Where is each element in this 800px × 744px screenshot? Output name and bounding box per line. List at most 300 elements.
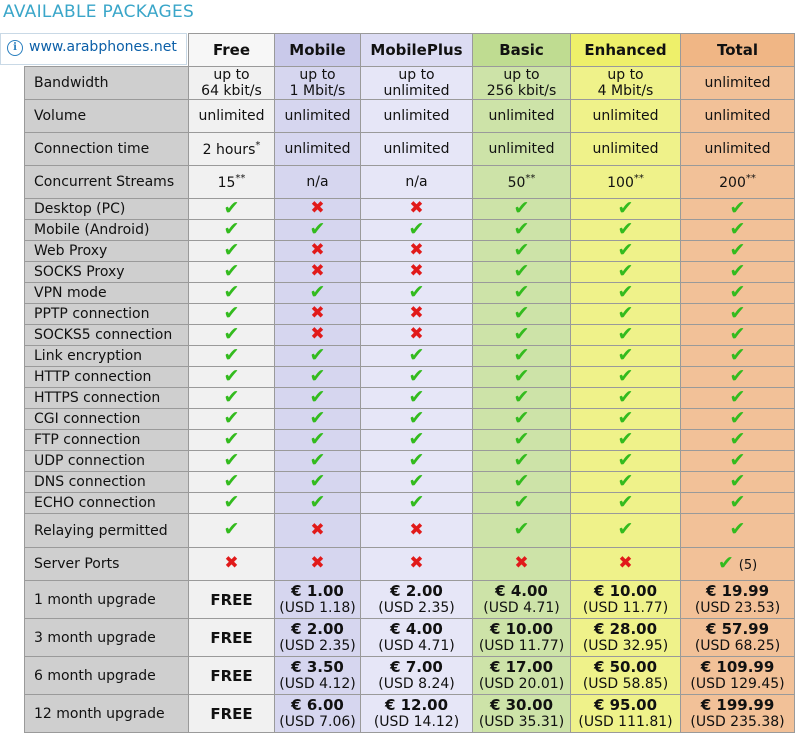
check-icon: ✔ [408, 471, 425, 492]
check-icon: ✔ [309, 387, 326, 408]
check-icon: ✔ [729, 219, 746, 240]
feature-cell-mobile [275, 514, 361, 548]
package-header-mobileplus: MobilePlus [361, 34, 473, 67]
feature-label: ECHO connection [25, 493, 189, 514]
cell-line-1: up to [607, 67, 644, 83]
check-icon: ✔ [408, 450, 425, 471]
spec-cell-total [681, 67, 795, 100]
cross-icon: ✖ [409, 240, 424, 260]
spec-cell-mobileplus [361, 100, 473, 133]
feature-cell-enhanced [571, 304, 681, 325]
cell-value: unlimited [704, 108, 771, 124]
price-usd: (USD 8.24) [378, 675, 455, 692]
package-header-enhanced: Enhanced [571, 34, 681, 67]
feature-label: Mobile (Android) [25, 220, 189, 241]
spec-cell-free [189, 133, 275, 166]
price-label: 3 month upgrade [25, 619, 189, 657]
check-icon: ✔ [617, 303, 634, 324]
feature-cell-mobileplus [361, 472, 473, 493]
feature-cell-basic [473, 199, 571, 220]
feature-label: SOCKS Proxy [25, 262, 189, 283]
packages-table-body [25, 67, 795, 733]
check-icon: ✔ [617, 387, 634, 408]
cross-icon: ✖ [409, 519, 424, 540]
feature-cell-free [189, 514, 275, 548]
price-eur: € 109.99 [700, 657, 775, 676]
package-header-free: Free [189, 34, 275, 67]
spec-cell-basic [473, 100, 571, 133]
cell-two-line [473, 67, 570, 99]
feature-cell-free [189, 472, 275, 493]
check-icon: ✔ [408, 282, 425, 303]
spec-row [25, 100, 795, 133]
footnote-mark: ** [633, 173, 644, 184]
check-icon: ✔ [513, 240, 530, 261]
price-cell-total [681, 657, 795, 695]
feature-cell-total [681, 220, 795, 241]
feature-row [25, 241, 795, 262]
feature-cell-mobileplus [361, 325, 473, 346]
cell-line-2: unlimited [383, 83, 450, 99]
site-link[interactable]: www.arabphones.net [29, 39, 177, 55]
feature-cell-basic [473, 409, 571, 430]
feature-cell-basic [473, 493, 571, 514]
feature-cell-free [189, 451, 275, 472]
price-eur: € 95.00 [593, 695, 658, 714]
header-corner [25, 34, 189, 67]
cell-value: unlimited [383, 108, 450, 124]
cross-icon: ✖ [310, 553, 325, 573]
price-cell-enhanced [571, 619, 681, 657]
check-icon: ✔ [729, 261, 746, 282]
feature-cell-mobileplus [361, 388, 473, 409]
cross-icon: ✖ [618, 553, 633, 573]
feature-row [25, 472, 795, 493]
feature-label: Relaying permitted [25, 514, 189, 548]
feature-label: Web Proxy [25, 241, 189, 262]
price-eur: € 19.99 [705, 581, 770, 600]
check-icon: ✔ [408, 366, 425, 387]
feature-cell-free [189, 304, 275, 325]
feature-cell-mobile [275, 304, 361, 325]
check-icon: ✔ [729, 518, 746, 540]
check-icon: ✔ [617, 471, 634, 492]
feature-label: HTTPS connection [25, 388, 189, 409]
feature-row [25, 451, 795, 472]
check-icon: ✔ [309, 366, 326, 387]
spec-cell-enhanced [571, 166, 681, 199]
check-icon: ✔ [513, 492, 530, 513]
feature-cell-mobileplus [361, 346, 473, 367]
cell-line-2: 256 kbit/s [486, 83, 557, 99]
check-icon: ✔ [513, 345, 530, 366]
spec-cell-basic [473, 67, 571, 100]
feature-cell-mobileplus [361, 241, 473, 262]
info-icon[interactable]: i [7, 40, 23, 56]
check-icon: ✔ [513, 219, 530, 240]
feature-cell-mobile [275, 262, 361, 283]
spec-cell-basic [473, 133, 571, 166]
check-icon: ✔ [223, 219, 240, 240]
cell-value: 200 [719, 175, 746, 191]
price-cell-basic [473, 581, 571, 619]
feature-cell-enhanced [571, 548, 681, 581]
check-icon: ✔ [617, 261, 634, 282]
price-row [25, 695, 795, 733]
cross-icon: ✖ [409, 324, 424, 344]
cell-line-1: up to [398, 67, 435, 83]
price-eur: € 1.00 [291, 581, 344, 600]
check-icon: ✔ [729, 429, 746, 450]
price-eur: € 12.00 [384, 695, 449, 714]
price-usd: (USD 11.77) [582, 599, 669, 616]
cross-icon: ✖ [310, 198, 325, 218]
cell-value: unlimited [592, 141, 659, 157]
price-usd: (USD 129.45) [690, 675, 785, 692]
feature-cell-enhanced [571, 409, 681, 430]
check-icon: ✔ [309, 471, 326, 492]
feature-label: Desktop (PC) [25, 199, 189, 220]
feature-label: VPN mode [25, 283, 189, 304]
price-free: FREE [210, 590, 253, 609]
feature-cell-free [189, 409, 275, 430]
price-label: 12 month upgrade [25, 695, 189, 733]
price-free: FREE [210, 628, 253, 647]
feature-cell-basic [473, 325, 571, 346]
feature-cell-total [681, 451, 795, 472]
feature-cell-enhanced [571, 262, 681, 283]
price-eur: € 2.00 [390, 581, 443, 600]
feature-cell-free [189, 346, 275, 367]
check-icon: ✔ [309, 450, 326, 471]
check-icon: ✔ [513, 324, 530, 345]
check-icon: ✔ [617, 429, 634, 450]
price-usd: (USD 1.18) [279, 599, 356, 616]
feature-cell-free [189, 241, 275, 262]
feature-cell-basic [473, 241, 571, 262]
price-eur: € 10.00 [489, 619, 554, 638]
feature-label: DNS connection [25, 472, 189, 493]
check-icon: ✔ [729, 345, 746, 366]
package-header-total: Total [681, 34, 795, 67]
packages-table [24, 33, 795, 733]
spec-cell-total [681, 166, 795, 199]
check-icon: ✔ [309, 429, 326, 450]
cell-line-1: up to [299, 67, 336, 83]
feature-cell-total [681, 472, 795, 493]
feature-cell-mobile [275, 346, 361, 367]
feature-cell-mobile [275, 409, 361, 430]
feature-cell-enhanced [571, 346, 681, 367]
spec-cell-enhanced [571, 100, 681, 133]
feature-label: Server Ports [25, 548, 189, 581]
check-icon: ✔ [617, 518, 634, 540]
price-row [25, 619, 795, 657]
check-icon: ✔ [513, 471, 530, 492]
price-usd: (USD 68.25) [694, 637, 781, 654]
price-cell-mobileplus [361, 581, 473, 619]
feature-row [25, 199, 795, 220]
spec-cell-total [681, 133, 795, 166]
check-icon: ✔ [513, 387, 530, 408]
spec-cell-mobile [275, 166, 361, 199]
spec-cell-mobileplus [361, 133, 473, 166]
feature-cell-total [681, 514, 795, 548]
feature-cell-basic [473, 548, 571, 581]
feature-cell-basic [473, 346, 571, 367]
spec-cell-total [681, 100, 795, 133]
cell-two-line [275, 67, 360, 99]
package-header-mobile: Mobile [275, 34, 361, 67]
check-icon: ✔ [309, 408, 326, 429]
price-usd: (USD 58.85) [582, 675, 669, 692]
feature-row [25, 409, 795, 430]
check-icon: ✔ [223, 450, 240, 471]
row-label: Concurrent Streams [25, 166, 189, 199]
check-icon: ✔ [729, 282, 746, 303]
feature-cell-mobileplus [361, 304, 473, 325]
feature-cell-free [189, 262, 275, 283]
feature-label: FTP connection [25, 430, 189, 451]
check-icon: ✔ [309, 345, 326, 366]
header-row [25, 34, 795, 67]
cell-value: unlimited [704, 141, 771, 157]
cross-icon: ✖ [409, 198, 424, 218]
feature-cell-enhanced [571, 472, 681, 493]
check-icon: ✔ [513, 261, 530, 282]
feature-cell-basic [473, 472, 571, 493]
check-icon: ✔ [729, 198, 746, 219]
price-usd: (USD 11.77) [478, 637, 565, 654]
price-cell-total [681, 619, 795, 657]
check-icon: ✔ [223, 282, 240, 303]
cell-value: unlimited [704, 75, 771, 91]
feature-cell-mobileplus [361, 367, 473, 388]
check-icon: ✔ [309, 282, 326, 303]
spec-cell-free [189, 67, 275, 100]
check-icon: ✔ [617, 450, 634, 471]
price-free: FREE [210, 666, 253, 685]
price-usd: (USD 35.31) [478, 713, 565, 730]
feature-cell-mobile [275, 493, 361, 514]
check-icon: ✔ [513, 429, 530, 450]
cross-icon: ✖ [514, 553, 529, 573]
check-icon: ✔ [617, 408, 634, 429]
price-label: 6 month upgrade [25, 657, 189, 695]
check-icon: ✔ [617, 345, 634, 366]
feature-cell-total [681, 283, 795, 304]
price-eur: € 10.00 [593, 581, 658, 600]
feature-row [25, 548, 795, 581]
spec-cell-free [189, 100, 275, 133]
feature-row [25, 346, 795, 367]
feature-row [25, 220, 795, 241]
price-cell-total [681, 695, 795, 733]
cross-icon: ✖ [409, 303, 424, 323]
feature-cell-mobileplus [361, 548, 473, 581]
page-title: AVAILABLE PACKAGES [3, 2, 195, 22]
feature-cell-total [681, 430, 795, 451]
check-icon: ✔ [408, 387, 425, 408]
check-icon: ✔ [408, 408, 425, 429]
cross-icon: ✖ [310, 324, 325, 344]
feature-row [25, 388, 795, 409]
cross-icon: ✖ [224, 553, 239, 573]
feature-cell-mobile [275, 472, 361, 493]
feature-cell-basic [473, 388, 571, 409]
feature-cell-enhanced [571, 388, 681, 409]
price-eur: € 4.00 [495, 581, 548, 600]
cell-value: unlimited [592, 108, 659, 124]
price-usd: (USD 20.01) [478, 675, 565, 692]
feature-cell-total [681, 241, 795, 262]
check-icon: ✔ [729, 366, 746, 387]
feature-cell-mobile [275, 388, 361, 409]
footnote-mark: * [255, 140, 261, 151]
check-icon: ✔ [223, 324, 240, 345]
footnote-mark: ** [235, 173, 246, 184]
cross-icon: ✖ [310, 303, 325, 323]
check-icon: ✔ [729, 240, 746, 261]
price-cell-free [189, 619, 275, 657]
price-cell-mobile [275, 695, 361, 733]
check-icon: ✔ [408, 492, 425, 513]
price-usd: (USD 7.06) [279, 713, 356, 730]
price-cell-enhanced [571, 657, 681, 695]
cell-line-2: 4 Mbit/s [597, 83, 654, 99]
footnote-mark: ** [525, 173, 536, 184]
price-usd: (USD 32.95) [582, 637, 669, 654]
check-icon: ✔ [717, 551, 734, 574]
check-icon: ✔ [617, 240, 634, 261]
feature-cell-total [681, 548, 795, 581]
feature-cell-free [189, 367, 275, 388]
check-icon: ✔ [223, 471, 240, 492]
price-eur: € 4.00 [390, 619, 443, 638]
feature-cell-mobileplus [361, 283, 473, 304]
check-icon: ✔ [223, 492, 240, 513]
feature-cell-free [189, 430, 275, 451]
spec-cell-free [189, 166, 275, 199]
price-cell-free [189, 581, 275, 619]
feature-label: Link encryption [25, 346, 189, 367]
feature-row [25, 325, 795, 346]
price-usd: (USD 2.35) [378, 599, 455, 616]
price-usd: (USD 4.71) [483, 599, 560, 616]
check-icon: ✔ [223, 261, 240, 282]
cross-icon: ✖ [409, 261, 424, 281]
price-cell-total [681, 581, 795, 619]
price-cell-mobile [275, 657, 361, 695]
spec-cell-mobile [275, 67, 361, 100]
price-eur: € 2.00 [291, 619, 344, 638]
price-usd: (USD 14.12) [373, 713, 460, 730]
cell-value: 2 hours [202, 142, 256, 158]
check-icon: ✔ [408, 429, 425, 450]
feature-cell-free [189, 283, 275, 304]
feature-row [25, 493, 795, 514]
check-icon: ✔ [729, 324, 746, 345]
spec-row [25, 166, 795, 199]
feature-cell-basic [473, 304, 571, 325]
feature-cell-enhanced [571, 199, 681, 220]
feature-label: UDP connection [25, 451, 189, 472]
cell-value: n/a [405, 174, 428, 190]
price-usd: (USD 235.38) [690, 713, 785, 730]
check-icon: ✔ [513, 450, 530, 471]
feature-row [25, 514, 795, 548]
feature-cell-total [681, 262, 795, 283]
feature-cell-basic [473, 451, 571, 472]
feature-cell-free [189, 199, 275, 220]
price-cell-free [189, 657, 275, 695]
cell-value: unlimited [284, 108, 351, 124]
check-icon: ✔ [729, 450, 746, 471]
price-cell-enhanced [571, 581, 681, 619]
price-cell-free [189, 695, 275, 733]
feature-cell-mobile [275, 367, 361, 388]
feature-cell-enhanced [571, 514, 681, 548]
spec-cell-enhanced [571, 67, 681, 100]
check-icon: ✔ [513, 408, 530, 429]
feature-cell-enhanced [571, 493, 681, 514]
price-cell-mobileplus [361, 695, 473, 733]
feature-cell-basic [473, 220, 571, 241]
check-icon: ✔ [729, 471, 746, 492]
price-eur: € 7.00 [390, 657, 443, 676]
feature-label: SOCKS5 connection [25, 325, 189, 346]
check-icon: ✔ [223, 303, 240, 324]
feature-cell-enhanced [571, 451, 681, 472]
cell-value: n/a [306, 174, 329, 190]
feature-cell-basic [473, 283, 571, 304]
cell-value: unlimited [383, 141, 450, 157]
cell-two-line [571, 67, 680, 99]
price-cell-mobileplus [361, 619, 473, 657]
feature-cell-mobileplus [361, 409, 473, 430]
feature-cell-mobile [275, 199, 361, 220]
feature-cell-enhanced [571, 220, 681, 241]
row-label: Bandwidth [25, 67, 189, 100]
feature-cell-free [189, 493, 275, 514]
package-header-basic: Basic [473, 34, 571, 67]
price-usd: (USD 4.71) [378, 637, 455, 654]
check-icon: ✔ [223, 387, 240, 408]
feature-cell-free [189, 325, 275, 346]
spec-cell-basic [473, 166, 571, 199]
price-cell-basic [473, 657, 571, 695]
feature-cell-mobile [275, 220, 361, 241]
feature-cell-basic [473, 262, 571, 283]
price-cell-mobileplus [361, 657, 473, 695]
feature-label: HTTP connection [25, 367, 189, 388]
check-icon: ✔ [513, 303, 530, 324]
feature-cell-total [681, 199, 795, 220]
feature-cell-total [681, 304, 795, 325]
feature-cell-free [189, 548, 275, 581]
check-icon: ✔ [513, 198, 530, 219]
cross-icon: ✖ [310, 261, 325, 281]
feature-cell-basic [473, 430, 571, 451]
price-usd: (USD 4.12) [279, 675, 356, 692]
cell-value: 100 [607, 175, 634, 191]
check-icon: ✔ [309, 219, 326, 240]
feature-row [25, 262, 795, 283]
feature-cell-free [189, 220, 275, 241]
cell-two-line [189, 67, 274, 99]
row-label: Connection time [25, 133, 189, 166]
check-icon: ✔ [729, 492, 746, 513]
